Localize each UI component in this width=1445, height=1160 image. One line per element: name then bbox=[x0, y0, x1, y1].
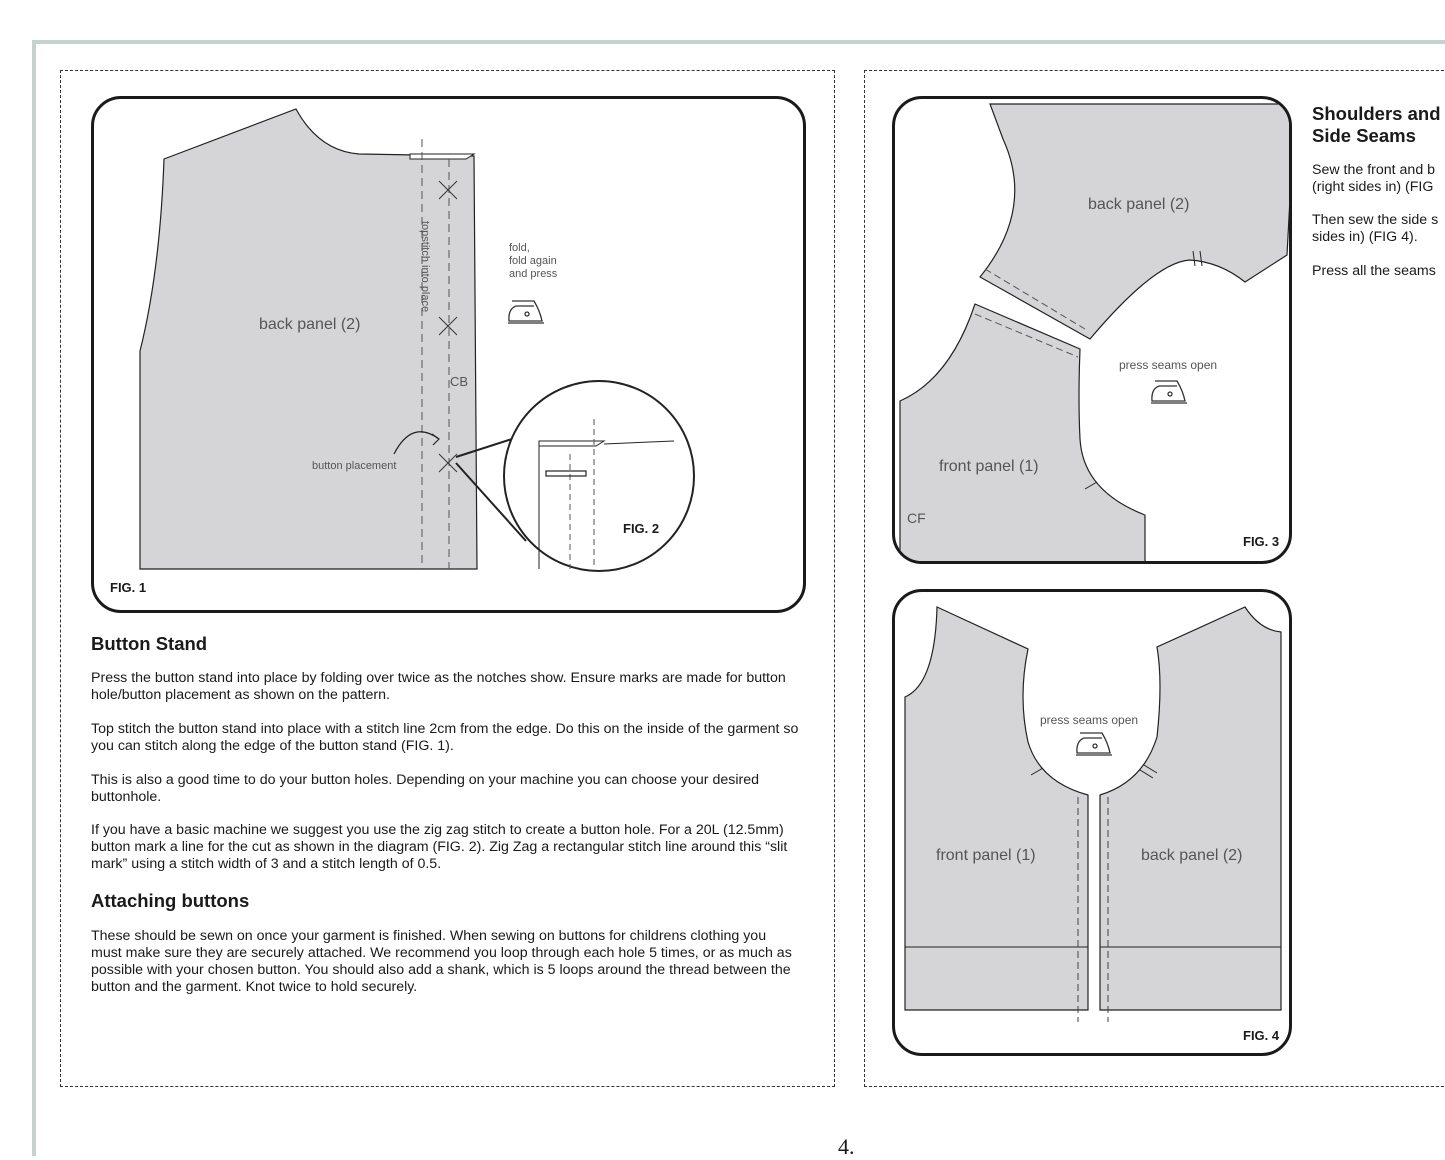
fig1-panel-label: back panel (2) bbox=[259, 316, 361, 333]
fold-note-1: fold, bbox=[509, 242, 530, 254]
fig4-front-label: front panel (1) bbox=[936, 847, 1036, 864]
fig4-illustration bbox=[895, 592, 1292, 1056]
fig4-press-label: press seams open bbox=[1040, 713, 1139, 727]
iron-icon-fig1 bbox=[508, 301, 544, 323]
fig2-inset-circle bbox=[504, 381, 694, 571]
button-stand-p2: Top stitch the button stand into place with a stitch line 2cm from the edge. Do this on the inside of the garment so you can stitch along the edge of the button stand (FIG. 1). bbox=[91, 721, 799, 754]
page-frame-top bbox=[32, 40, 1445, 44]
fig3-label: FIG. 3 bbox=[1243, 534, 1280, 549]
fig3-illustration bbox=[895, 99, 1292, 564]
fold-tab bbox=[410, 154, 474, 159]
fig4-front-panel bbox=[905, 607, 1088, 1010]
cb-label: CB bbox=[450, 374, 469, 389]
attaching-p1: These should be sewn on once your garment is finished. When sewing on buttons for childrens clothing you must make sure they are securely attached. We recommend you loop through each hole 5 times, or as much as possible with your chosen button. You should also add a shank, which is 5 loops around the thread between the button and the garment. Knot twice to hold securely. bbox=[91, 928, 792, 995]
shoulders-heading-line2: Side Seams bbox=[1312, 125, 1416, 146]
page-frame-left bbox=[32, 40, 36, 1156]
shoulders-p1-line1: Sew the front and b bbox=[1312, 162, 1436, 178]
back-panel-shape bbox=[140, 109, 477, 569]
topstitch-label: topstitch into place bbox=[419, 221, 431, 313]
shoulders-p1-line2: (right sides in) (FIG bbox=[1312, 179, 1434, 195]
fig3-box bbox=[892, 96, 1292, 564]
fig4-box bbox=[892, 589, 1292, 1056]
fig4-back-label: back panel (2) bbox=[1141, 847, 1243, 864]
fig3-press-label: press seams open bbox=[1119, 358, 1218, 372]
fig3-back-label: back panel (2) bbox=[1088, 196, 1190, 213]
button-placement-label: button placement bbox=[312, 460, 397, 472]
fold-note-2: fold again bbox=[509, 255, 557, 267]
shoulders-p2-line2: sides in) (FIG 4). bbox=[1312, 229, 1418, 245]
fig1-label: FIG. 1 bbox=[110, 580, 147, 595]
fold-note-3: and press bbox=[509, 268, 558, 280]
fig4-label: FIG. 4 bbox=[1243, 1028, 1280, 1043]
button-stand-p1: Press the button stand into place by folding over twice as the notches show. Ensure marks are made for button hole/button placement as shown on the pattern. bbox=[91, 670, 786, 703]
fig3-front-label: front panel (1) bbox=[939, 458, 1039, 475]
attaching-heading: Attaching buttons bbox=[91, 890, 250, 911]
iron-icon-fig4 bbox=[1076, 733, 1112, 755]
button-stand-p4: If you have a basic machine we suggest you use the zig zag stitch to create a button hole. For a 20L (12.5mm) button mark a line for the cut as shown in the diagram (FIG. 2). Zig Zag a rectangular stitch line around this “slit mark” using a stitch width of 3 and a stitch length of 0.5. bbox=[91, 822, 788, 872]
button-stand-heading: Button Stand bbox=[91, 633, 208, 654]
page-number: 4. bbox=[838, 1134, 855, 1159]
shoulders-heading-line1: Shoulders and bbox=[1312, 103, 1441, 124]
fig1-illustration bbox=[94, 99, 806, 613]
fig4-back-panel bbox=[1100, 607, 1281, 1010]
fig2-label: FIG. 2 bbox=[623, 521, 660, 536]
shoulders-p1 bbox=[1312, 162, 1435, 196]
shoulders-p3: Press all the seams bbox=[1312, 263, 1436, 279]
shoulders-p2 bbox=[1312, 212, 1438, 246]
fig1-box bbox=[91, 96, 806, 613]
button-stand-p3: This is also a good time to do your button holes. Depending on your machine you can choose your desired buttonhole. bbox=[91, 772, 760, 805]
iron-icon-fig3 bbox=[1151, 381, 1187, 403]
cf-label: CF bbox=[907, 510, 926, 526]
fig3-front-panel bbox=[900, 304, 1145, 564]
shoulders-p2-line1: Then sew the side s bbox=[1312, 212, 1439, 228]
fig3-back-panel bbox=[980, 104, 1292, 339]
shoulders-heading bbox=[1312, 103, 1441, 147]
